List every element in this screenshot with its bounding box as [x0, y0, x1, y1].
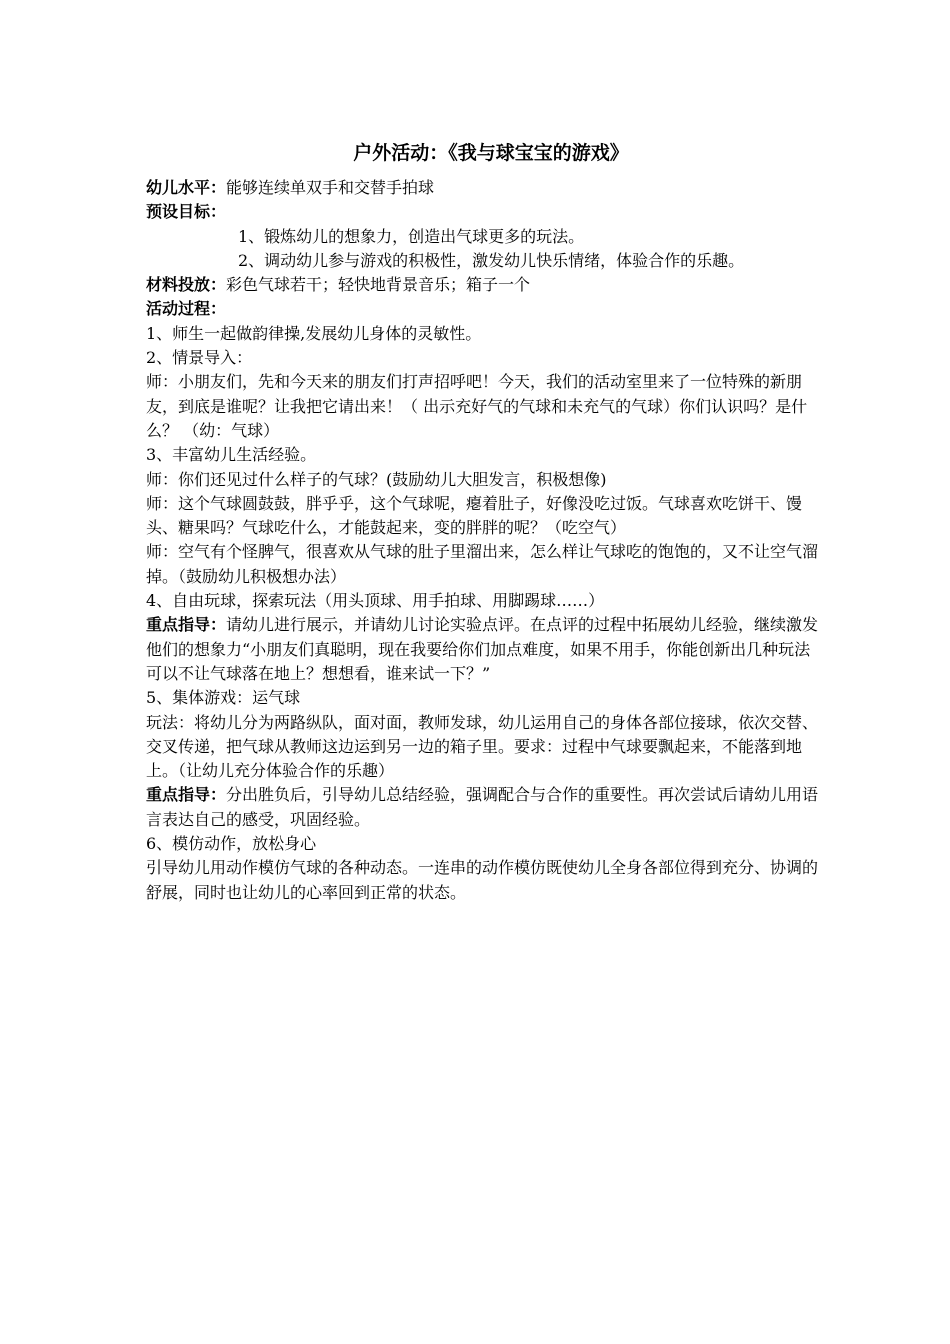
- materials-label: 材料投放：: [146, 275, 227, 295]
- process-paragraph-5: 师：你们还见过什么样子的气球？(鼓励幼儿大胆发言，积极想像): [146, 469, 607, 489]
- process-paragraph-12: 引导幼儿用动作模仿气球的各种动态。一连串的动作模仿既使幼儿全身各部位得到充分、协调的舒展，同时也让幼儿的心率回到正常的状态。: [146, 858, 819, 902]
- process-step-3: 3、丰富幼儿生活经验。: [146, 445, 317, 465]
- goal-item-1: 1、锻炼幼儿的想象力，创造出气球更多的玩法。: [238, 226, 585, 246]
- process-paragraph-6: 师：这个气球圆鼓鼓，胖乎乎，这个气球呢，瘪着肚子，好像没吃过饭。气球喜欢吃饼干、馒头、糖果吗？气球吃什么，才能鼓起来，变的胖胖的呢？（吃空气）: [146, 493, 803, 538]
- process-step-5: 5、集体游戏：运气球: [146, 688, 301, 708]
- process-step-6: 6、模仿动作，放松身心: [146, 834, 317, 854]
- materials-text: 彩色气球若干；轻快地背景音乐；箱子一个: [226, 275, 531, 295]
- process-step-2: 2、情景导入：: [146, 348, 253, 368]
- materials-line: [146, 273, 826, 297]
- key-guidance-1: [146, 613, 826, 686]
- process-paragraph-7: 师：空气有个怪脾气，很喜欢从气球的肚子里溜出来，怎么样让气球吃的饱饱的，又不让空气溜掉。（鼓励幼儿积极想办法）: [146, 542, 819, 586]
- process-label: 活动过程：: [146, 299, 227, 319]
- process-step-1: 1、师生一起做韵律操,发展幼儿身体的灵敏性。: [146, 323, 482, 343]
- key-guidance-2: [146, 783, 826, 832]
- process-paragraph-3: 师：小朋友们，先和今天来的朋友们打声招呼吧！今天，我们的活动室里来了一位特殊的新朋友，到底是谁呢？让我把它请出来！（ 出示充好气的气球和未充气的气球）你们认识吗？是什么？ （幼：气球）: [146, 372, 808, 440]
- document-body: [146, 140, 826, 905]
- level-text: 能够连续单双手和交替手拍球: [226, 178, 435, 197]
- level-label: 幼儿水平：: [146, 178, 227, 197]
- key-guidance-1-label: 重点指导：: [146, 615, 227, 635]
- key-guidance-2-text: 分出胜负后，引导幼儿总结经验，强调配合与合作的重要性。再次尝试后请幼儿用语言表达自己的感受，巩固经验。: [146, 785, 819, 829]
- document-title: 户外活动：《我与球宝宝的游戏》: [353, 142, 629, 164]
- key-guidance-2-label: 重点指导：: [146, 785, 227, 805]
- goals-label: 预设目标：: [146, 202, 227, 222]
- process-paragraph-10: 玩法：将幼儿分为两路纵队，面对面，教师发球，幼儿运用自己的身体各部位接球，依次交替、交叉传递，把气球从教师这边运到另一边的箱子里。要求：过程中气球要飘起来，不能落到地上。（让幼儿充分体验合作的乐趣）: [146, 712, 819, 781]
- goal-item-2: 2、调动幼儿参与游戏的积极性，激发幼儿快乐情绪，体验合作的乐趣。: [238, 250, 745, 270]
- process-step-4: 4、自由玩球，探索玩法（用头顶球、用手拍球、用脚踢球……）: [146, 591, 605, 611]
- key-guidance-1-text: 请幼儿进行展示，并请幼儿讨论实验点评。在点评的过程中拓展幼儿经验，继续激发他们的想象力“小朋友们真聪明，现在我要给你们加点难度，如果不用手，你能创新出几种玩法可以不让气球落在地上？想想看，谁来试一下？”: [146, 615, 819, 683]
- level-line: [146, 176, 826, 200]
